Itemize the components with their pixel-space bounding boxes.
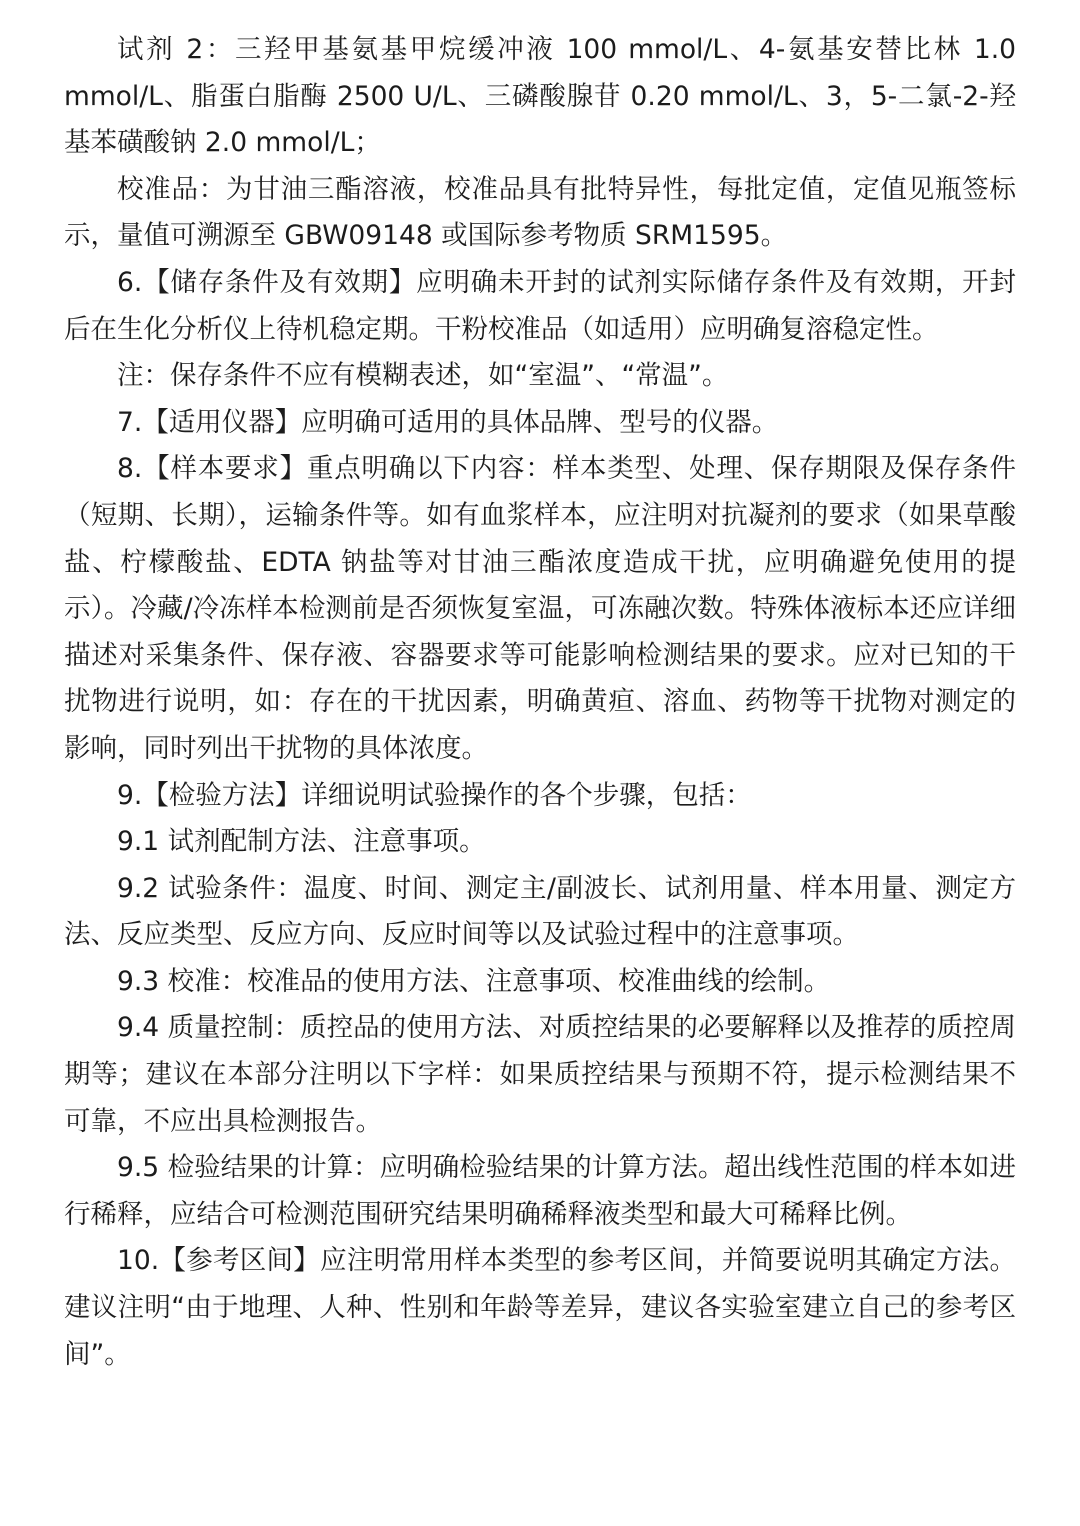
method-9-5-paragraph: 9.5 检验结果的计算：应明确检验结果的计算方法。超出线性范围的样本如进行稀释，应结合可检测范围研究结果明确稀释液类型和最大可稀释比例。 xyxy=(64,1152,1016,1230)
method-9-4-paragraph: 9.4 质量控制：质控品的使用方法、对质控结果的必要解释以及推荐的质控周期等；建议在本部分注明以下字样：如果质控结果与预期不符，提示检测结果不可靠，不应出具检测报告。 xyxy=(64,1012,1016,1137)
test-method-section-paragraph: 9.【检验方法】详细说明试验操作的各个步骤，包括： xyxy=(117,779,752,811)
method-9-2-paragraph: 9.2 试验条件：温度、时间、测定主/副波长、试剂用量、样本用量、测定方法、反应类型、反应方向、反应时间等以及试验过程中的注意事项。 xyxy=(64,872,1016,951)
method-9-1-paragraph: 9.1 试剂配制方法、注意事项。 xyxy=(117,826,486,858)
calibrator-paragraph: 校准品：为甘油三酯溶液，校准品具有批特异性，每批定值，定值见瓶签标示，量值可溯源至 GBW09148 或国际参考物质 SRM1595。 xyxy=(64,173,1016,252)
reagent-2-paragraph: 试剂 2：三羟甲基氨基甲烷缓冲液 100 mmol/L、4-氨基安替比林 1.0 mmol/L、脂蛋白脂酶 2500 U/L、三磷酸腺苷 0.20 mmol/L、3，5-二氯-2-羟基苯磺酸钠 2.0 mmol/L； xyxy=(64,34,1016,159)
sample-requirements-paragraph: 8.【样本要求】重点明确以下内容：样本类型、处理、保存期限及保存条件（短期、长期），运输条件等。如有血浆样本，应注明对抗凝剂的要求（如果草酸盐、柠檬酸盐、EDTA 钠盐等对甘油三酯浓度造成干扰，应明确避免使用的提示）。冷藏/冷冻样本检测前是否须恢复室温，可冻融次数。特殊体液标本还应详细描述对采集条件、保存液、容器要求等可能影响检测结果的要求。应对已知的干扰物进行说明，如：存在的干扰因素，明确黄疸、溶血、药物等干扰物对测定的影响，同时列出干扰物的具体浓度。 xyxy=(64,453,1016,764)
storage-note-paragraph: 注：保存条件不应有模糊表述，如“室温”、“常温”。 xyxy=(117,360,729,392)
method-9-3-paragraph: 9.3 校准：校准品的使用方法、注意事项、校准曲线的绘制。 xyxy=(117,965,831,997)
reference-interval-paragraph: 10.【参考区间】应注明常用样本类型的参考区间，并简要说明其确定方法。建议注明“由于地理、人种、性别和年龄等差异，建议各实验室建立自己的参考区间”。 xyxy=(64,1245,1016,1370)
document-page xyxy=(64,27,1016,1378)
storage-section-paragraph: 6.【储存条件及有效期】应明确未开封的试剂实际储存条件及有效期，开封后在生化分析仪上待机稳定期。干粉校准品（如适用）应明确复溶稳定性。 xyxy=(64,266,1016,345)
instrument-section-paragraph: 7.【适用仪器】应明确可适用的具体品牌、型号的仪器。 xyxy=(117,406,779,438)
